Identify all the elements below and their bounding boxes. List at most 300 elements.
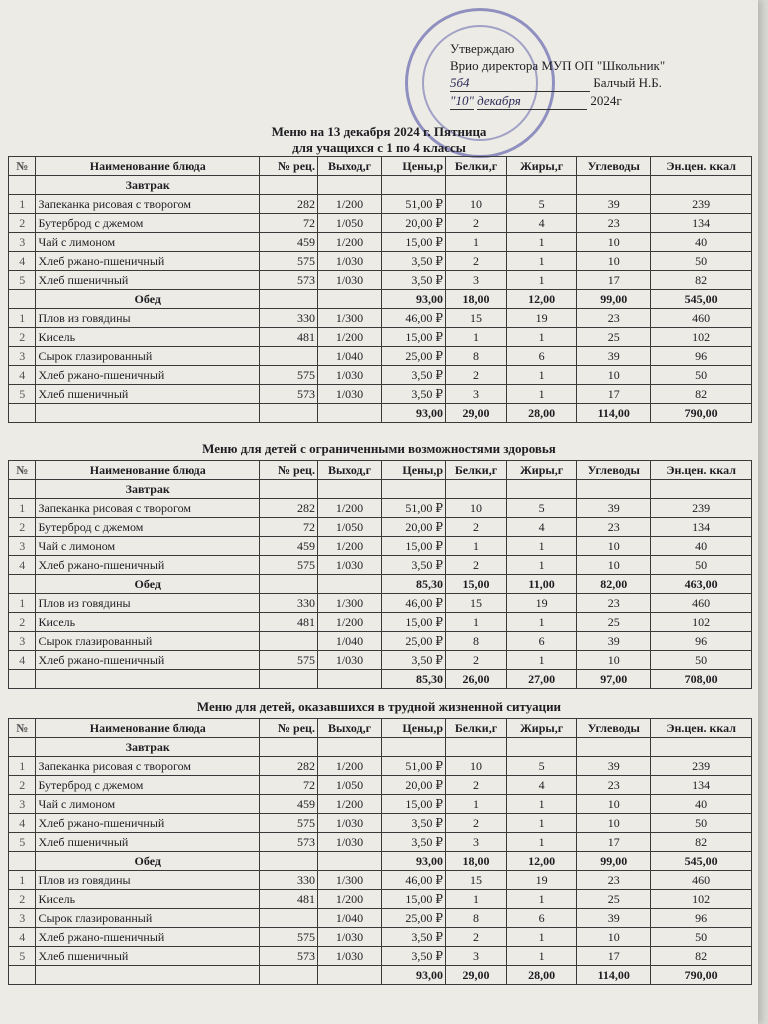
- table-cell: Плов из говядины: [36, 594, 260, 613]
- table-cell: 1: [9, 195, 36, 214]
- table-cell: 5: [507, 757, 577, 776]
- table-cell: 50: [651, 814, 752, 833]
- total-value: 18,00: [446, 290, 507, 309]
- table-cell: 50: [651, 252, 752, 271]
- table-cell: 2: [446, 556, 507, 575]
- table-cell: 19: [507, 871, 577, 890]
- empty-cell: [317, 480, 381, 499]
- table-cell: 3,50 ₽: [382, 928, 446, 947]
- table-cell: 15: [446, 594, 507, 613]
- column-header: Белки,г: [446, 157, 507, 176]
- table-cell: [260, 347, 318, 366]
- table-cell: Кисель: [36, 890, 260, 909]
- table-cell: 5: [9, 833, 36, 852]
- table-cell: 330: [260, 594, 318, 613]
- table-cell: 1: [507, 233, 577, 252]
- table-cell: 1: [446, 537, 507, 556]
- total-value: 790,00: [651, 404, 752, 423]
- table-cell: 1/200: [317, 795, 381, 814]
- total-value: 27,00: [507, 670, 577, 689]
- table-cell: 17: [577, 385, 651, 404]
- table-cell: 23: [577, 594, 651, 613]
- table-cell: 1/300: [317, 594, 381, 613]
- total-value: 29,00: [446, 404, 507, 423]
- table-cell: 2: [446, 651, 507, 670]
- empty-cell: [317, 852, 381, 871]
- meal-label-row: [9, 176, 752, 195]
- table-cell: 25,00 ₽: [382, 347, 446, 366]
- total-value: 93,00: [382, 852, 446, 871]
- menu-table: [8, 156, 752, 423]
- table-cell: 40: [651, 537, 752, 556]
- table-cell: 15,00 ₽: [382, 795, 446, 814]
- table-cell: 1: [507, 833, 577, 852]
- column-header: Углеводы: [577, 157, 651, 176]
- column-header: Эн.цен. ккал: [651, 719, 752, 738]
- table-cell: 1/030: [317, 556, 381, 575]
- empty-cell: [36, 966, 260, 985]
- table-cell: 239: [651, 757, 752, 776]
- total-value: 97,00: [577, 670, 651, 689]
- table-cell: Хлеб ржано-пшеничный: [36, 814, 260, 833]
- table-cell: 573: [260, 271, 318, 290]
- empty-cell: [9, 966, 36, 985]
- empty-cell: [9, 852, 36, 871]
- empty-cell: [260, 480, 318, 499]
- table-cell: 10: [577, 252, 651, 271]
- table-cell: 1/200: [317, 195, 381, 214]
- table-row: [9, 632, 752, 651]
- column-header: № рец.: [260, 157, 318, 176]
- table-cell: 2: [446, 252, 507, 271]
- column-header: № рец.: [260, 719, 318, 738]
- table-cell: 2: [9, 890, 36, 909]
- table-cell: 1/030: [317, 814, 381, 833]
- table-row: [9, 518, 752, 537]
- table-cell: Сырок глазированный: [36, 909, 260, 928]
- table-header-row: [9, 157, 752, 176]
- column-header: № рец.: [260, 461, 318, 480]
- table-cell: 1: [446, 890, 507, 909]
- table-cell: 2: [9, 776, 36, 795]
- table-cell: 96: [651, 632, 752, 651]
- empty-cell: [9, 480, 36, 499]
- table-cell: Хлеб ржано-пшеничный: [36, 928, 260, 947]
- table-cell: 10: [577, 233, 651, 252]
- meal-label: Обед: [36, 575, 260, 594]
- table-cell: 10: [577, 537, 651, 556]
- table-row: [9, 214, 752, 233]
- empty-cell: [9, 738, 36, 757]
- table-row: [9, 366, 752, 385]
- table-cell: 3,50 ₽: [382, 366, 446, 385]
- table-cell: 3: [9, 909, 36, 928]
- table-cell: Бутерброд с джемом: [36, 776, 260, 795]
- table-row: [9, 871, 752, 890]
- table-cell: 39: [577, 499, 651, 518]
- empty-cell: [382, 480, 446, 499]
- table-cell: 10: [577, 366, 651, 385]
- table-cell: 102: [651, 890, 752, 909]
- table-row: [9, 233, 752, 252]
- total-row: [9, 966, 752, 985]
- table-cell: 1: [507, 947, 577, 966]
- table-cell: 4: [9, 252, 36, 271]
- table-cell: 1/050: [317, 776, 381, 795]
- table-cell: 1/040: [317, 347, 381, 366]
- column-header: Эн.цен. ккал: [651, 461, 752, 480]
- table-row: [9, 347, 752, 366]
- total-value: 28,00: [507, 404, 577, 423]
- table-cell: 10: [446, 499, 507, 518]
- empty-cell: [260, 966, 318, 985]
- table-cell: 1/030: [317, 928, 381, 947]
- table-row: [9, 776, 752, 795]
- table-cell: Хлеб пшеничный: [36, 385, 260, 404]
- table-cell: 1: [446, 328, 507, 347]
- table-cell: 23: [577, 214, 651, 233]
- table-cell: 3: [9, 347, 36, 366]
- table-cell: 72: [260, 518, 318, 537]
- column-header: №: [9, 461, 36, 480]
- table-cell: 1: [9, 757, 36, 776]
- total-value: 12,00: [507, 290, 577, 309]
- table-cell: 15,00 ₽: [382, 890, 446, 909]
- column-header: Цены,р: [382, 461, 446, 480]
- table-cell: 8: [446, 909, 507, 928]
- total-row: [9, 575, 752, 594]
- table-cell: 50: [651, 651, 752, 670]
- table-cell: 1/050: [317, 518, 381, 537]
- empty-cell: [317, 404, 381, 423]
- table-cell: 575: [260, 252, 318, 271]
- table-cell: 51,00 ₽: [382, 195, 446, 214]
- table-cell: 1: [507, 556, 577, 575]
- table-cell: 3,50 ₽: [382, 947, 446, 966]
- table-cell: 1/030: [317, 833, 381, 852]
- table-cell: 4: [9, 556, 36, 575]
- table-cell: 6: [507, 632, 577, 651]
- table-cell: 282: [260, 499, 318, 518]
- table-cell: 1: [507, 271, 577, 290]
- table-cell: 5: [9, 947, 36, 966]
- table-cell: 82: [651, 947, 752, 966]
- table-cell: 2: [446, 928, 507, 947]
- table-row: [9, 537, 752, 556]
- meal-label: Завтрак: [36, 738, 260, 757]
- table-cell: 1/030: [317, 385, 381, 404]
- table-cell: [260, 909, 318, 928]
- approval-line1: Утверждаю: [450, 41, 515, 56]
- table-cell: 102: [651, 613, 752, 632]
- table-row: [9, 309, 752, 328]
- empty-cell: [507, 176, 577, 195]
- meal-label-row: [9, 480, 752, 499]
- table-cell: 330: [260, 871, 318, 890]
- table-cell: 1: [507, 651, 577, 670]
- table-cell: 96: [651, 909, 752, 928]
- table-cell: 3,50 ₽: [382, 252, 446, 271]
- table-cell: 481: [260, 328, 318, 347]
- table-cell: 575: [260, 366, 318, 385]
- table-cell: 25,00 ₽: [382, 632, 446, 651]
- table-cell: 1/030: [317, 366, 381, 385]
- table-cell: 575: [260, 651, 318, 670]
- table-cell: 1/030: [317, 947, 381, 966]
- section-title: Меню для детей, оказавшихся в трудной жизненной ситуации: [196, 699, 562, 714]
- table-row: [9, 328, 752, 347]
- table-cell: 239: [651, 499, 752, 518]
- table-cell: 1/200: [317, 499, 381, 518]
- table-cell: 2: [446, 776, 507, 795]
- approval-year: 2024г: [590, 93, 622, 108]
- table-cell: 4: [507, 214, 577, 233]
- approval-signature-line: [450, 74, 750, 92]
- table-cell: Запеканка рисовая с творогом: [36, 757, 260, 776]
- total-value: 18,00: [446, 852, 507, 871]
- table-row: [9, 928, 752, 947]
- table-row: [9, 833, 752, 852]
- table-cell: 6: [507, 909, 577, 928]
- table-row: [9, 271, 752, 290]
- empty-cell: [9, 290, 36, 309]
- table-cell: 1: [507, 537, 577, 556]
- empty-cell: [9, 670, 36, 689]
- table-cell: 134: [651, 776, 752, 795]
- total-row: [9, 404, 752, 423]
- column-header: Жиры,г: [507, 719, 577, 738]
- column-header: Углеводы: [577, 719, 651, 738]
- table-cell: 46,00 ₽: [382, 309, 446, 328]
- table-cell: 1/200: [317, 757, 381, 776]
- meal-label: Обед: [36, 852, 260, 871]
- table-cell: 1/300: [317, 309, 381, 328]
- table-cell: 2: [9, 518, 36, 537]
- table-cell: 2: [446, 814, 507, 833]
- table-cell: 3: [9, 795, 36, 814]
- total-row: [9, 852, 752, 871]
- table-cell: 20,00 ₽: [382, 776, 446, 795]
- approval-block: [450, 40, 750, 110]
- table-cell: 8: [446, 632, 507, 651]
- column-header: Белки,г: [446, 461, 507, 480]
- table-cell: 82: [651, 385, 752, 404]
- table-cell: 4: [9, 928, 36, 947]
- table-cell: 3,50 ₽: [382, 385, 446, 404]
- table-cell: 2: [446, 214, 507, 233]
- section-title: Меню для детей с ограниченными возможностями здоровья: [202, 441, 556, 456]
- menu-table: [8, 460, 752, 689]
- table-cell: 23: [577, 871, 651, 890]
- table-cell: 82: [651, 833, 752, 852]
- table-cell: 1/200: [317, 233, 381, 252]
- table-cell: 4: [507, 776, 577, 795]
- table-cell: 460: [651, 594, 752, 613]
- table-cell: 72: [260, 776, 318, 795]
- table-cell: 3: [446, 947, 507, 966]
- table-cell: 20,00 ₽: [382, 214, 446, 233]
- empty-cell: [317, 176, 381, 195]
- table-cell: 460: [651, 871, 752, 890]
- table-cell: 23: [577, 518, 651, 537]
- table-row: [9, 795, 752, 814]
- table-cell: 1: [507, 252, 577, 271]
- table-cell: 50: [651, 928, 752, 947]
- approval-date-line: [450, 92, 750, 110]
- table-header-row: [9, 461, 752, 480]
- table-row: [9, 613, 752, 632]
- table-cell: Плов из говядины: [36, 871, 260, 890]
- empty-cell: [577, 176, 651, 195]
- empty-cell: [317, 290, 381, 309]
- column-header: Эн.цен. ккал: [651, 157, 752, 176]
- table-cell: 1/200: [317, 537, 381, 556]
- table-cell: 4: [9, 651, 36, 670]
- table-cell: 330: [260, 309, 318, 328]
- table-row: [9, 252, 752, 271]
- table-cell: 239: [651, 195, 752, 214]
- column-header: №: [9, 719, 36, 738]
- total-row: [9, 670, 752, 689]
- table-cell: 50: [651, 366, 752, 385]
- table-row: [9, 890, 752, 909]
- total-value: 26,00: [446, 670, 507, 689]
- table-cell: Запеканка рисовая с творогом: [36, 499, 260, 518]
- table-cell: 1/040: [317, 909, 381, 928]
- table-cell: 46,00 ₽: [382, 871, 446, 890]
- empty-cell: [260, 290, 318, 309]
- empty-cell: [507, 480, 577, 499]
- table-cell: 481: [260, 613, 318, 632]
- table-cell: 1/030: [317, 271, 381, 290]
- table-cell: 3: [9, 632, 36, 651]
- total-value: 463,00: [651, 575, 752, 594]
- table-cell: 3,50 ₽: [382, 833, 446, 852]
- total-value: 545,00: [651, 290, 752, 309]
- table-cell: 4: [9, 366, 36, 385]
- table-cell: Чай с лимоном: [36, 233, 260, 252]
- table-cell: 72: [260, 214, 318, 233]
- column-header: Выход,г: [317, 157, 381, 176]
- table-cell: 1/200: [317, 890, 381, 909]
- table-cell: 5: [507, 499, 577, 518]
- table-cell: 10: [446, 195, 507, 214]
- table-cell: 39: [577, 195, 651, 214]
- column-header: Цены,р: [382, 157, 446, 176]
- total-row: [9, 290, 752, 309]
- table-cell: 39: [577, 909, 651, 928]
- column-header: Наименование блюда: [36, 719, 260, 738]
- table-cell: 460: [651, 309, 752, 328]
- empty-cell: [9, 575, 36, 594]
- total-value: 99,00: [577, 290, 651, 309]
- empty-cell: [577, 480, 651, 499]
- table-cell: 17: [577, 947, 651, 966]
- table-header-row: [9, 719, 752, 738]
- empty-cell: [9, 176, 36, 195]
- table-cell: 1/050: [317, 214, 381, 233]
- table-cell: 96: [651, 347, 752, 366]
- table-row: [9, 909, 752, 928]
- table-cell: 459: [260, 795, 318, 814]
- total-value: 93,00: [382, 404, 446, 423]
- table-cell: 17: [577, 271, 651, 290]
- approval-line2: Врио директора МУП ОП "Школьник": [450, 58, 666, 73]
- table-cell: 1: [507, 613, 577, 632]
- table-cell: 1: [507, 366, 577, 385]
- empty-cell: [651, 480, 752, 499]
- table-cell: 5: [9, 271, 36, 290]
- table-cell: 1/200: [317, 613, 381, 632]
- table-cell: 5: [9, 385, 36, 404]
- table-row: [9, 385, 752, 404]
- empty-cell: [651, 738, 752, 757]
- table-cell: 8: [446, 347, 507, 366]
- table-cell: 3: [9, 233, 36, 252]
- table-row: [9, 947, 752, 966]
- table-cell: Чай с лимоном: [36, 795, 260, 814]
- table-cell: 51,00 ₽: [382, 499, 446, 518]
- table-cell: Сырок глазированный: [36, 632, 260, 651]
- total-value: 708,00: [651, 670, 752, 689]
- empty-cell: [36, 670, 260, 689]
- table-cell: 1: [9, 871, 36, 890]
- table-row: [9, 757, 752, 776]
- table-cell: 102: [651, 328, 752, 347]
- table-cell: 17: [577, 833, 651, 852]
- column-header: Цены,р: [382, 719, 446, 738]
- empty-cell: [260, 176, 318, 195]
- table-cell: Кисель: [36, 613, 260, 632]
- meal-label-row: [9, 738, 752, 757]
- total-value: 28,00: [507, 966, 577, 985]
- table-cell: Хлеб пшеничный: [36, 833, 260, 852]
- table-cell: 2: [446, 518, 507, 537]
- table-row: [9, 195, 752, 214]
- column-header: Углеводы: [577, 461, 651, 480]
- empty-cell: [446, 480, 507, 499]
- column-header: Выход,г: [317, 719, 381, 738]
- table-cell: 575: [260, 556, 318, 575]
- meal-label: Обед: [36, 290, 260, 309]
- table-cell: Бутерброд с джемом: [36, 214, 260, 233]
- empty-cell: [317, 738, 381, 757]
- empty-cell: [507, 738, 577, 757]
- empty-cell: [9, 404, 36, 423]
- total-value: 114,00: [577, 966, 651, 985]
- menu-subtitle: для учащихся с 1 по 4 классы: [292, 140, 466, 155]
- total-value: 99,00: [577, 852, 651, 871]
- table-cell: 573: [260, 385, 318, 404]
- empty-cell: [446, 738, 507, 757]
- total-value: 93,00: [382, 966, 446, 985]
- table-cell: 2: [9, 328, 36, 347]
- table-row: [9, 499, 752, 518]
- table-cell: 5: [507, 195, 577, 214]
- table-cell: 25: [577, 613, 651, 632]
- table-cell: 1: [9, 594, 36, 613]
- table-cell: 40: [651, 233, 752, 252]
- table-cell: 1: [507, 890, 577, 909]
- table-cell: Плов из говядины: [36, 309, 260, 328]
- table-cell: 82: [651, 271, 752, 290]
- empty-cell: [260, 404, 318, 423]
- table-cell: 46,00 ₽: [382, 594, 446, 613]
- table-cell: 1/040: [317, 632, 381, 651]
- table-cell: 3: [446, 271, 507, 290]
- column-header: Белки,г: [446, 719, 507, 738]
- table-cell: Кисель: [36, 328, 260, 347]
